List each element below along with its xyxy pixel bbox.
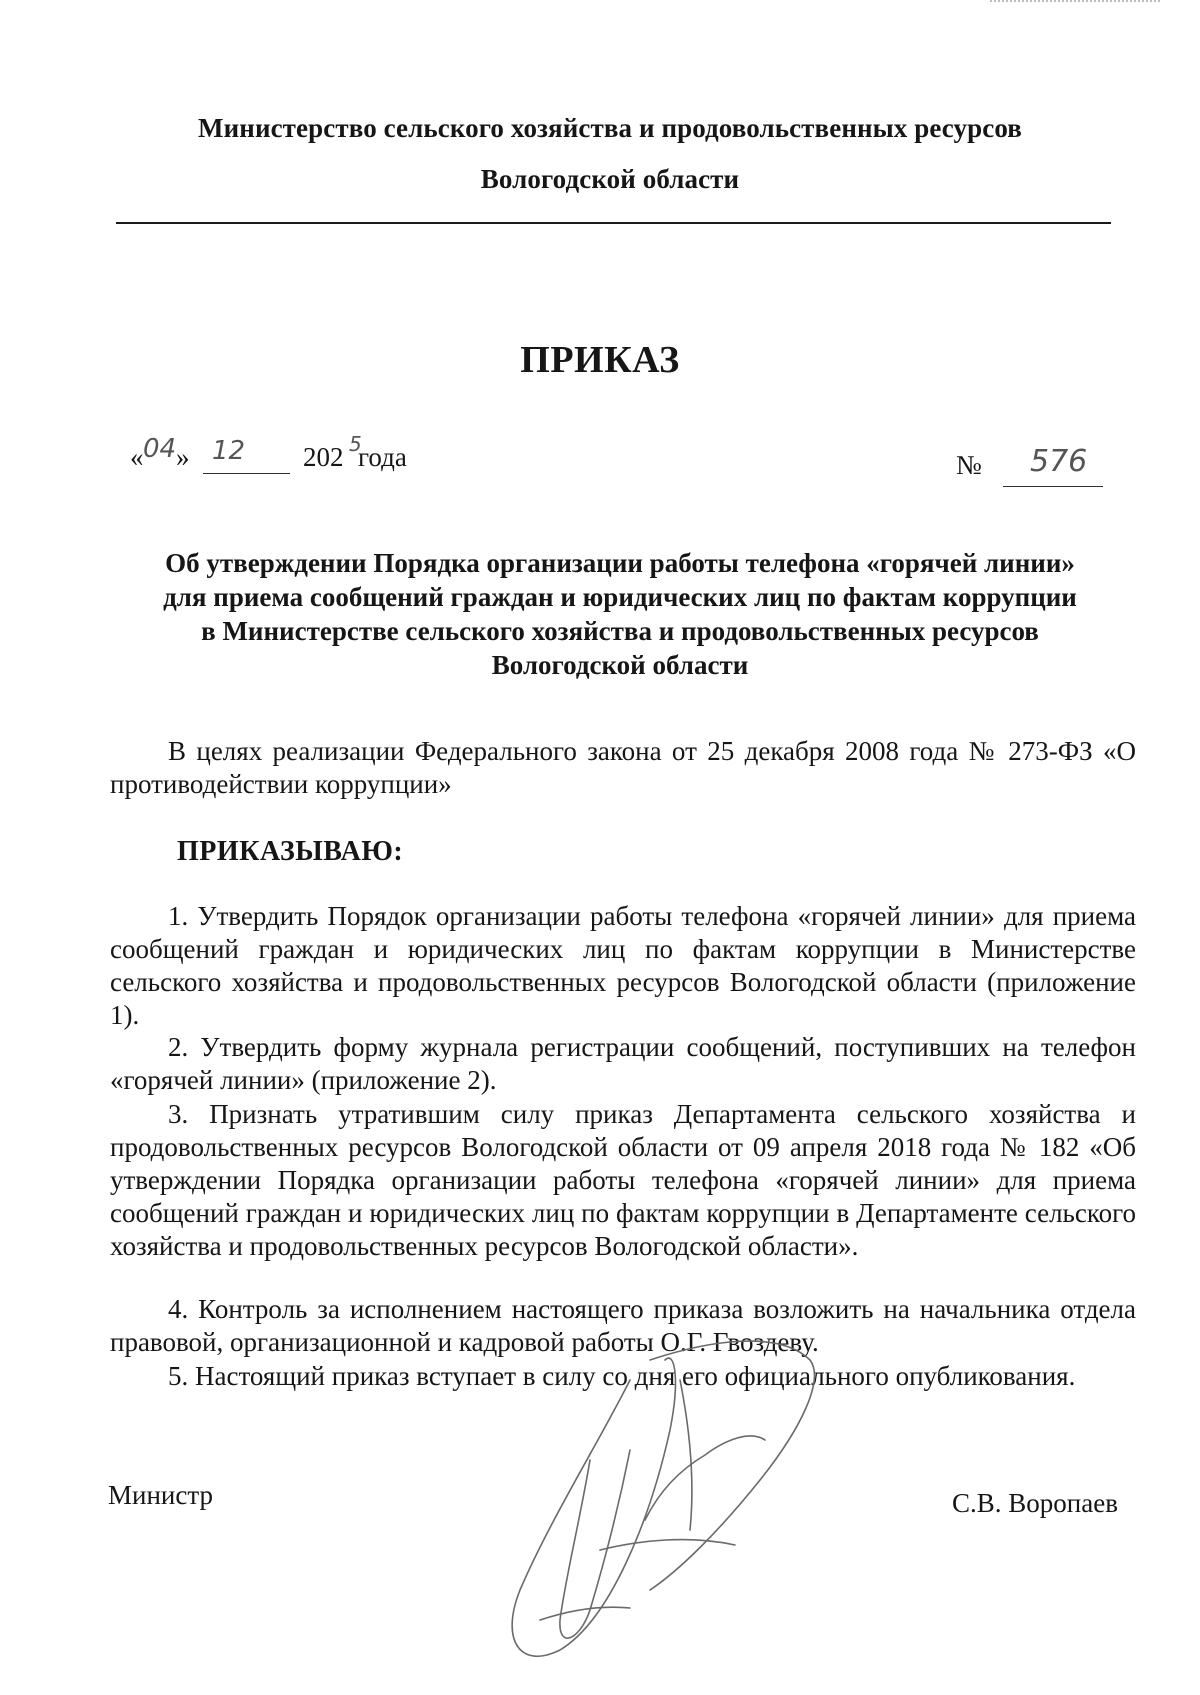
ministry-name-line2: Вологодской области	[480, 164, 740, 194]
date-year-digit-handwritten: 5	[349, 432, 362, 456]
subject-line: Вологодской области	[491, 650, 749, 680]
date-day-handwritten: 04	[143, 434, 177, 464]
number-underline	[1003, 486, 1103, 487]
orders-heading: ПРИКАЗЫВАЮ:	[177, 836, 404, 867]
signer-name: С.В. Воропаев	[952, 1488, 1118, 1518]
number-handwritten: 576	[1030, 444, 1088, 479]
subject-line: в Министерстве сельского хозяйства и продовольственных ресурсов	[201, 616, 1039, 646]
order-item-text: 2. Утвердить форму журнала регистрации сообщений, поступивших на телефон «горячей линии» (приложение 2).	[110, 1032, 1136, 1095]
date-open-quote: «	[130, 442, 144, 472]
order-subject	[110, 546, 1130, 682]
order-item-text: 5. Настоящий приказ вступает в силу со дня его официального опубликования.	[168, 1361, 1076, 1391]
order-item-text: 1. Утвердить Порядок организации работы телефона «горячей линии» для приема сообщений граждан и юридических лиц по фактам коррупции в Министерстве сельского хозяйства и продовольственных ресурсов Вологодской области (приложение 1).	[110, 901, 1136, 1030]
order-item-text: 3. Признать утратившим силу приказ Департамента сельского хозяйства и продовольственных ресурсов Вологодской области от 09 апреля 2018 года № 182 «Об утверждении Порядка организации работы телефона «горячей линии» для приема сообщений граждан и юридических лиц по фактам коррупции в Департаменте сельского хозяйства и продовольственных ресурсов Вологодской области».	[110, 1099, 1136, 1261]
signer-position: Министр	[108, 1480, 213, 1510]
subject-line: для приема сообщений граждан и юридических лиц по фактам коррупции	[163, 582, 1077, 612]
order-item-1	[110, 900, 1136, 1032]
subject-line: Об утверждении Порядка организации работы телефона «горячей линии»	[165, 548, 1075, 578]
preamble-text: В целях реализации Федерального закона от 25 декабря 2008 года № 273-ФЗ «О противодействии коррупции»	[110, 736, 1136, 799]
number-label: №	[956, 450, 982, 480]
order-item-text: 4. Контроль за исполнением настоящего приказа возложить на начальника отдела правовой, организационной и кадровой работы О.Г. Гвоздеву.	[110, 1294, 1136, 1357]
scan-artifact	[990, 0, 1160, 6]
order-item-2	[110, 1031, 1136, 1097]
date-underline	[203, 473, 290, 474]
date-month-handwritten: 12	[212, 436, 246, 466]
order-item-3	[110, 1098, 1136, 1263]
ministry-name-line1: Министерство сельского хозяйства и продовольственных ресурсов	[198, 113, 1022, 143]
date-year-prefix: 202	[303, 442, 344, 472]
date-suffix: года	[358, 442, 407, 472]
document-title: ПРИКАЗ	[520, 339, 680, 381]
date-close-quote: »	[176, 442, 190, 472]
header-divider	[116, 222, 1111, 224]
handwritten-signature-icon	[480, 1320, 860, 1690]
preamble-paragraph	[110, 735, 1136, 801]
